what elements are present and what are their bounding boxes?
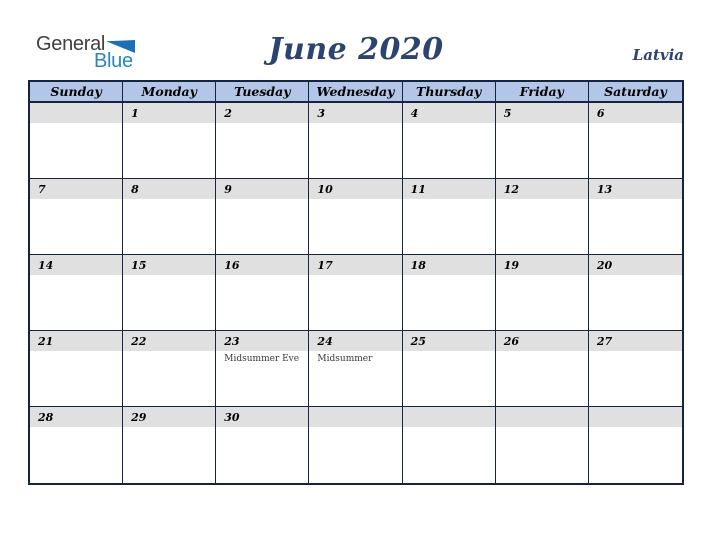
calendar-cell <box>589 331 682 406</box>
day-number: 18 <box>403 255 495 275</box>
day-number: 1 <box>123 103 215 123</box>
calendar-cell <box>216 407 309 483</box>
calendar-cell <box>123 331 216 406</box>
day-number: 16 <box>216 255 308 275</box>
calendar-cell <box>589 103 682 178</box>
calendar-cell <box>496 255 589 330</box>
calendar-cell <box>30 407 123 483</box>
calendar-cell <box>123 103 216 178</box>
day-number: 19 <box>496 255 588 275</box>
day-number: 22 <box>123 331 215 351</box>
calendar-cell <box>589 179 682 254</box>
logo-text-blue: Blue <box>94 50 133 72</box>
day-number: 6 <box>589 103 682 123</box>
day-number <box>589 407 682 427</box>
calendar-cell <box>309 331 402 406</box>
day-number <box>496 407 588 427</box>
day-number <box>309 407 401 427</box>
day-number <box>403 407 495 427</box>
calendar-cell <box>30 103 123 178</box>
day-number: 15 <box>123 255 215 275</box>
holiday-label: Midsummer <box>317 354 373 364</box>
calendar-cell <box>216 179 309 254</box>
day-number: 2 <box>216 103 308 123</box>
day-number: 13 <box>589 179 682 199</box>
calendar-cell <box>496 407 589 483</box>
day-number: 7 <box>30 179 122 199</box>
calendar-weeks <box>30 103 682 483</box>
day-number: 25 <box>403 331 495 351</box>
calendar-cell <box>403 103 496 178</box>
calendar-cell <box>309 407 402 483</box>
calendar-cell <box>403 255 496 330</box>
day-number: 10 <box>309 179 401 199</box>
day-number: 20 <box>589 255 682 275</box>
week-row <box>30 179 682 255</box>
day-number <box>30 103 122 123</box>
day-number: 9 <box>216 179 308 199</box>
calendar-cell <box>309 103 402 178</box>
day-number: 24 <box>309 331 401 351</box>
day-name-monday: Monday <box>123 82 216 102</box>
calendar-cell <box>216 255 309 330</box>
day-number: 5 <box>496 103 588 123</box>
calendar-cell <box>30 331 123 406</box>
day-number: 21 <box>30 331 122 351</box>
calendar-header-row <box>30 82 682 103</box>
calendar-cell <box>403 331 496 406</box>
calendar-cell <box>589 255 682 330</box>
week-row <box>30 255 682 331</box>
calendar-cell <box>216 331 309 406</box>
day-number: 26 <box>496 331 588 351</box>
page-title: June 2020 <box>268 32 444 67</box>
logo-text-general: General <box>36 33 106 55</box>
day-name-tuesday: Tuesday <box>216 82 309 102</box>
day-name-thursday: Thursday <box>403 82 496 102</box>
day-number: 3 <box>309 103 401 123</box>
day-number: 12 <box>496 179 588 199</box>
day-number: 30 <box>216 407 308 427</box>
day-name-wednesday: Wednesday <box>309 82 402 102</box>
day-number: 27 <box>589 331 682 351</box>
day-number: 11 <box>403 179 495 199</box>
calendar-cell <box>123 179 216 254</box>
day-number: 8 <box>123 179 215 199</box>
day-number: 4 <box>403 103 495 123</box>
calendar-cell <box>30 179 123 254</box>
day-number: 28 <box>30 407 122 427</box>
calendar-cell <box>123 407 216 483</box>
calendar-cell <box>496 179 589 254</box>
page-header <box>0 0 712 80</box>
calendar-cell <box>589 407 682 483</box>
region-label: Latvia <box>632 46 684 64</box>
week-row <box>30 331 682 407</box>
calendar-table <box>28 80 684 485</box>
calendar-cell <box>216 103 309 178</box>
day-number: 17 <box>309 255 401 275</box>
calendar-cell <box>403 407 496 483</box>
calendar-cell <box>123 255 216 330</box>
calendar-cell <box>30 255 123 330</box>
week-row <box>30 407 682 483</box>
day-name-sunday: Sunday <box>30 82 123 102</box>
calendar-cell <box>309 255 402 330</box>
week-row <box>30 103 682 179</box>
calendar-cell <box>309 179 402 254</box>
day-number: 14 <box>30 255 122 275</box>
calendar-cell <box>496 331 589 406</box>
day-number: 23 <box>216 331 308 351</box>
holiday-label: Midsummer Eve <box>224 354 300 364</box>
day-number: 29 <box>123 407 215 427</box>
day-name-friday: Friday <box>496 82 589 102</box>
calendar-cell <box>403 179 496 254</box>
calendar-cell <box>496 103 589 178</box>
day-name-saturday: Saturday <box>604 84 667 99</box>
